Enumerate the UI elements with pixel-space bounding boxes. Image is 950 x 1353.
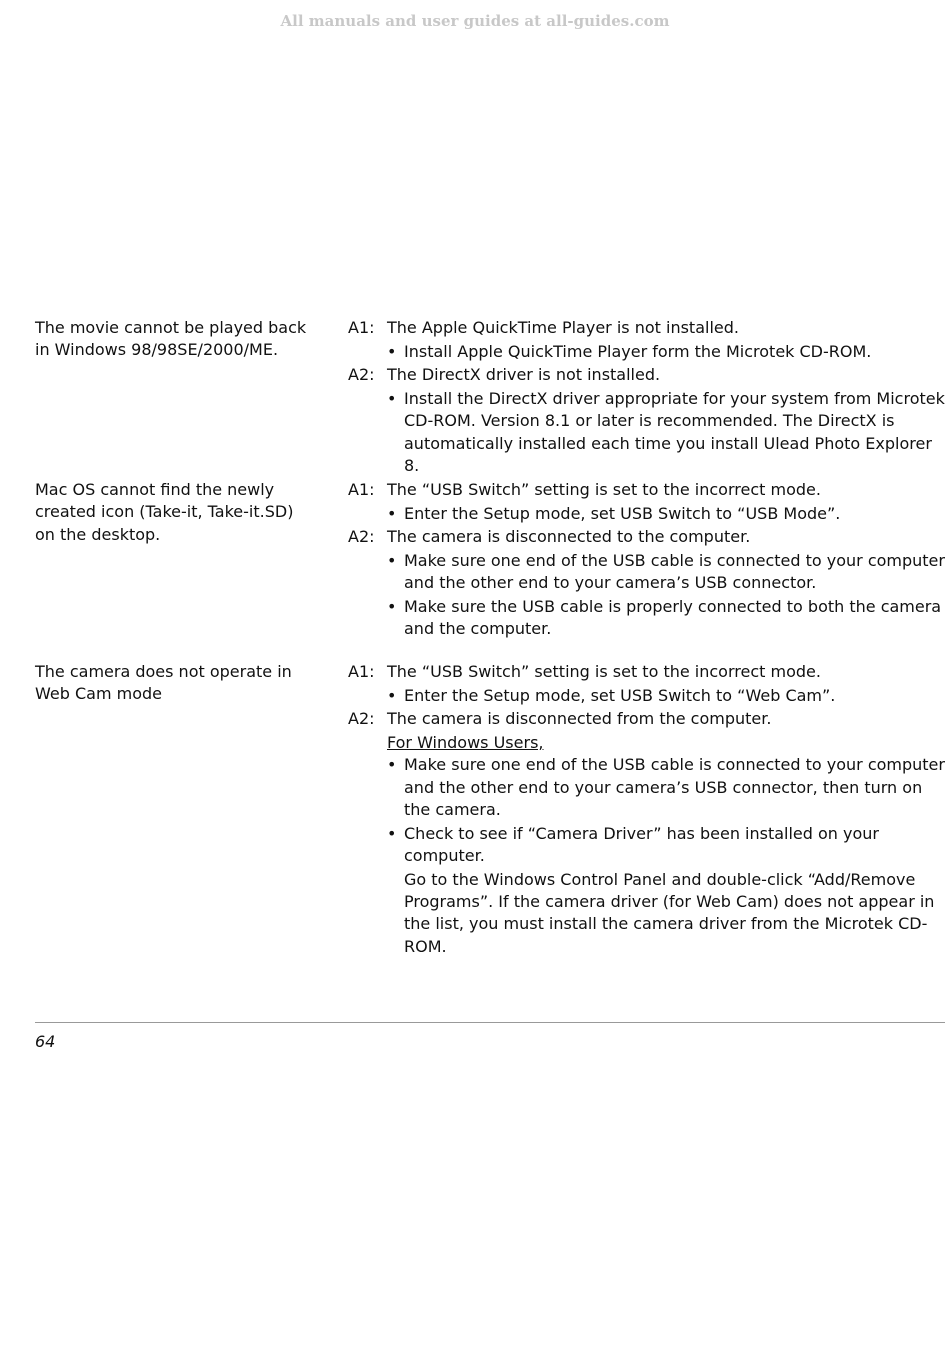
bullet-item xyxy=(348,596,945,641)
answer-item xyxy=(348,526,945,548)
answer-text: The DirectX driver is not installed. xyxy=(387,365,661,385)
bullet-item xyxy=(348,550,945,595)
bullet-text: Install the DirectX driver appropriate for your system from Microtek CD-ROM. Version 8.1 or later is recommended. The DirectX is automatically installed each time you install Ulead Photo Explorer 8. xyxy=(404,388,945,475)
bullet-icon: • xyxy=(387,388,397,408)
bullet-text: Make sure the USB cable is properly connected to both the camera and the computer. xyxy=(404,596,942,639)
bullet-icon: • xyxy=(387,341,397,361)
answer-item xyxy=(348,317,945,339)
answer-id: A1: xyxy=(348,318,375,337)
bullet-item xyxy=(348,503,945,525)
bullet-text: Enter the Setup mode, set USB Switch to “Web Cam”. xyxy=(404,685,836,705)
bullet-text: Enter the Setup mode, set USB Switch to “USB Mode”. xyxy=(404,503,841,523)
answer-list xyxy=(348,317,945,479)
answer-item xyxy=(348,364,945,386)
answer-item xyxy=(348,661,945,683)
bullet-item xyxy=(348,685,945,707)
bullet-icon: • xyxy=(387,596,397,616)
watermark: All manuals and user guides at all-guides.com xyxy=(280,12,670,30)
answer-id: A1: xyxy=(348,662,375,681)
bullet-text: Make sure one end of the USB cable is connected to your computer and the other end to your camera’s USB connector. xyxy=(404,550,945,593)
bullet-icon: • xyxy=(387,685,397,705)
answer-id: A2: xyxy=(348,709,375,729)
bullet-text: Check to see if “Camera Driver” has been installed on your computer. xyxy=(404,823,880,865)
answer-list xyxy=(348,479,945,642)
answer-item xyxy=(348,479,945,501)
answer-text: The “USB Switch” setting is set to the incorrect mode. xyxy=(387,662,821,681)
bullet-icon: • xyxy=(387,823,397,843)
answer-id: A2: xyxy=(348,527,375,547)
page-number: 64 xyxy=(35,1032,56,1051)
driver-install-note: Go to the Windows Control Panel and double-click “Add/Remove Programs”. If the camera driver (for Web Cam) does not appear in the list, you must install the camera driver from the Microtek CD-ROM. xyxy=(404,869,935,956)
answer-item xyxy=(348,708,945,730)
bullet-text: Install Apple QuickTime Player form the Microtek CD-ROM. xyxy=(404,341,872,361)
bullet-item xyxy=(348,754,945,821)
answer-text: The camera is disconnected from the computer. xyxy=(387,709,772,729)
answer-list xyxy=(348,661,945,958)
bullet-icon: • xyxy=(387,755,397,775)
answer-text: The “USB Switch” setting is set to the incorrect mode. xyxy=(387,480,821,499)
bullet-item xyxy=(348,823,945,868)
bullet-item xyxy=(348,388,945,478)
problem-description: Mac OS cannot find the newly created icon (Take-it, Take-it.SD) on the desktop. xyxy=(35,480,294,544)
answer-text: The Apple QuickTime Player is not installed. xyxy=(387,318,739,337)
problem-description: The camera does not operate in Web Cam mode xyxy=(35,662,292,704)
answer-text: The camera is disconnected to the computer. xyxy=(387,527,751,547)
windows-users-subheading: For Windows Users, xyxy=(387,732,544,752)
bullet-text: Make sure one end of the USB cable is connected to your computer and the other end to your camera’s USB connector, then turn on the camera. xyxy=(404,755,945,819)
footer-divider xyxy=(35,1022,945,1023)
bullet-icon: • xyxy=(387,550,397,570)
bullet-item xyxy=(348,341,945,363)
answer-id: A1: xyxy=(348,480,375,499)
bullet-icon: • xyxy=(387,503,397,523)
answer-id: A2: xyxy=(348,365,375,385)
problem-description: The movie cannot be played back in Windows 98/98SE/2000/ME. xyxy=(35,318,307,360)
